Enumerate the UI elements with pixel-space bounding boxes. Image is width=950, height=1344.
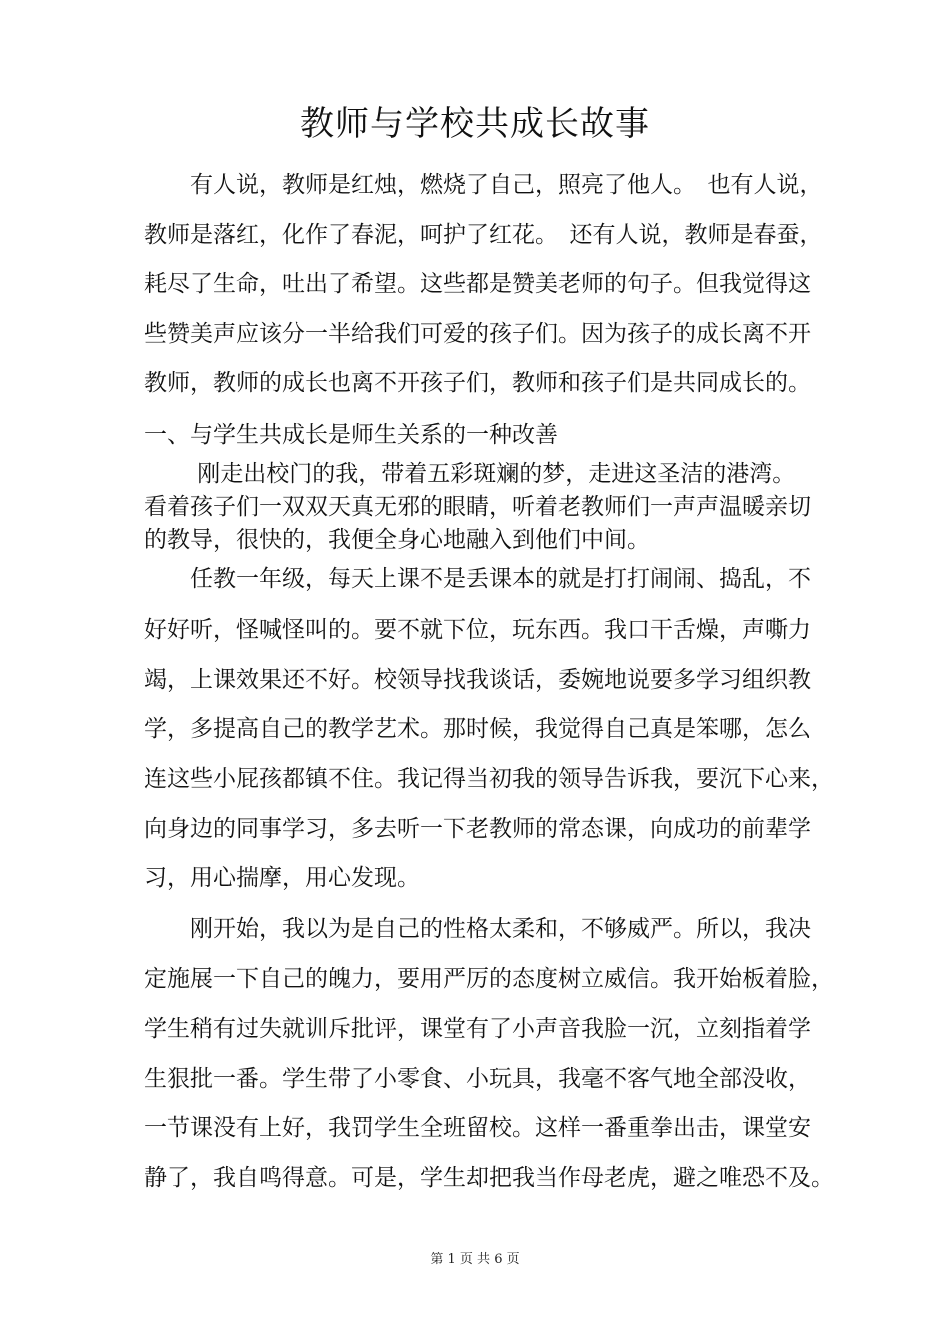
paragraph-line: 些赞美声应该分一半给我们可爱的孩子们。因为孩子的成长离不开	[144, 321, 811, 347]
paragraph-line: 刚开始，我以为是自己的性格太柔和，不够威严。所以，我决	[144, 916, 811, 942]
paragraph-line: 有人说，教师是红烛，燃烧了自己，照亮了他人。 也有人说，	[144, 172, 823, 198]
paragraph-line: 学生稍有过失就训斥批评，课堂有了小声音我脸一沉，立刻指着学	[144, 1016, 811, 1042]
document-title: 教师与学校共成长故事	[300, 104, 650, 144]
paragraph-line: 教师是落红，化作了春泥，呵护了红花。 还有人说，教师是春蚕，	[144, 222, 823, 248]
paragraph-line: 的教导，很快的，我便全身心地融入到他们中间。	[144, 527, 650, 553]
paragraph-line: 耗尽了生命，吐出了希望。这些都是赞美老师的句子。但我觉得这	[144, 271, 811, 297]
paragraph-line: 连这些小屁孩都镇不住。我记得当初我的领导告诉我，要沉下心来，	[144, 766, 834, 792]
paragraph-line: 生狠批一番。学生带了小零食、小玩具，我毫不客气地全部没收，	[144, 1066, 811, 1092]
paragraph-line: 静了，我自鸣得意。可是，学生却把我当作母老虎，避之唯恐不及。	[144, 1165, 834, 1191]
paragraph-line: 定施展一下自己的魄力，要用严厉的态度树立威信。我开始板着脸，	[144, 966, 834, 992]
paragraph-line: 任教一年级，每天上课不是丢课本的就是打打闹闹、捣乱，不	[144, 566, 811, 592]
paragraph-line: 竭，上课效果还不好。校领导找我谈话，委婉地说要多学习组织教	[144, 667, 811, 693]
paragraph-line: 一节课没有上好，我罚学生全班留校。这样一番重拳出击，课堂安	[144, 1115, 811, 1141]
paragraph-line: 刚走出校门的我，带着五彩斑斓的梦，走进这圣洁的港湾。	[144, 461, 796, 487]
paragraph-line: 好好听，怪喊怪叫的。要不就下位，玩东西。我口干舌燥，声嘶力	[144, 617, 811, 643]
paragraph-line: 教师，教师的成长也离不开孩子们，教师和孩子们是共同成长的。	[144, 370, 811, 396]
paragraph-line: 学，多提高自己的教学艺术。那时候，我觉得自己真是笨哪，怎么	[144, 716, 811, 742]
section-heading: 一、与学生共成长是师生关系的一种改善	[144, 422, 558, 448]
paragraph-line: 向身边的同事学习，多去听一下老教师的常态课，向成功的前辈学	[144, 816, 811, 842]
page-number: 第 1 页 共 6 页	[430, 1252, 520, 1267]
paragraph-line: 习，用心揣摩，用心发现。	[144, 865, 420, 891]
paragraph-line: 看着孩子们一双双天真无邪的眼睛，听着老教师们一声声温暖亲切	[144, 494, 811, 520]
